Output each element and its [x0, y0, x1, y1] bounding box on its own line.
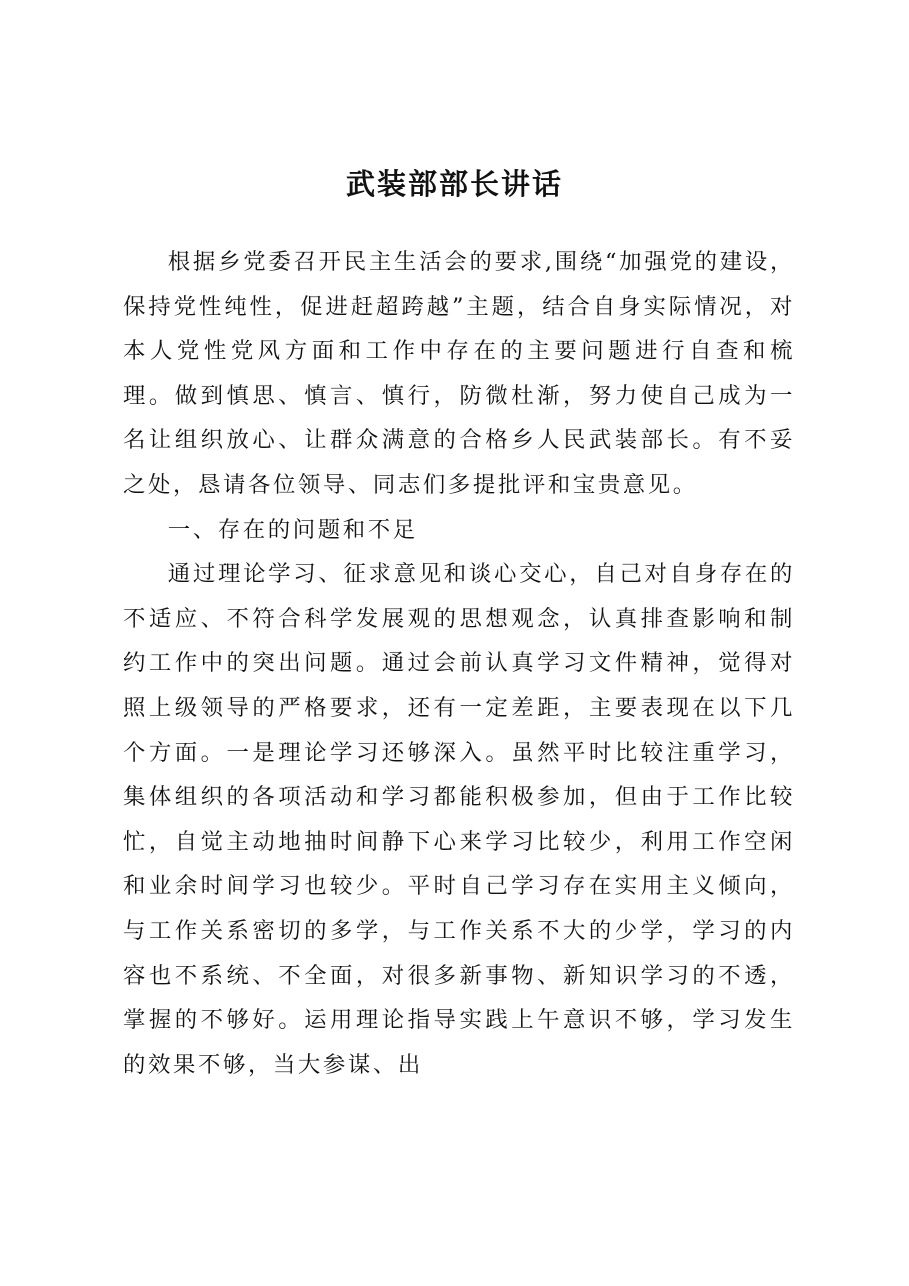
paragraph-intro: 根据乡党委召开民主生活会的要求,围绕“加强党的建设，保持党性纯性，促进赶超跨越”主题，结合自身实际情况，对本人党性党风方面和工作中存在的主要问题进行自查和梳理。做到慎思、慎言、慎行，防微杜渐，努力使自己成为一名让组织放心、让群众满意的合格乡人民武装部长。有不妥之处，恳请各位领导、同志们多提批评和宝贵意见。: [123, 249, 795, 498]
section-heading-problems: 一、存在的问题和不足: [167, 516, 418, 543]
paragraph-problems: 通过理论学习、征求意见和谈心交心，自己对自身存在的不适应、不符合科学发展观的思想观念，认真排查影响和制约工作中的突出问题。通过会前认真学习文件精神，觉得对照上级领导的严格要求，还有一定差距，主要表现在以下几个方面。一是理论学习还够深入。虽然平时比较注重学习，集体组织的各项活动和学习都能积极参加，但由于工作比较忙，自觉主动地抽时间静下心来学习比较少，利用工作空闲和业余时间学习也较少。平时自己学习存在实用主义倾向，与工作关系密切的多学，与工作关系不大的少学，学习的内容也不系统、不全面，对很多新事物、新知识学习的不透，掌握的不够好。运用理论指导实践上午意识不够，学习发生的效果不够，当大参谋、出: [123, 561, 795, 1078]
document-body: [123, 240, 795, 1087]
document-title: 武装部部长讲话: [345, 167, 563, 201]
